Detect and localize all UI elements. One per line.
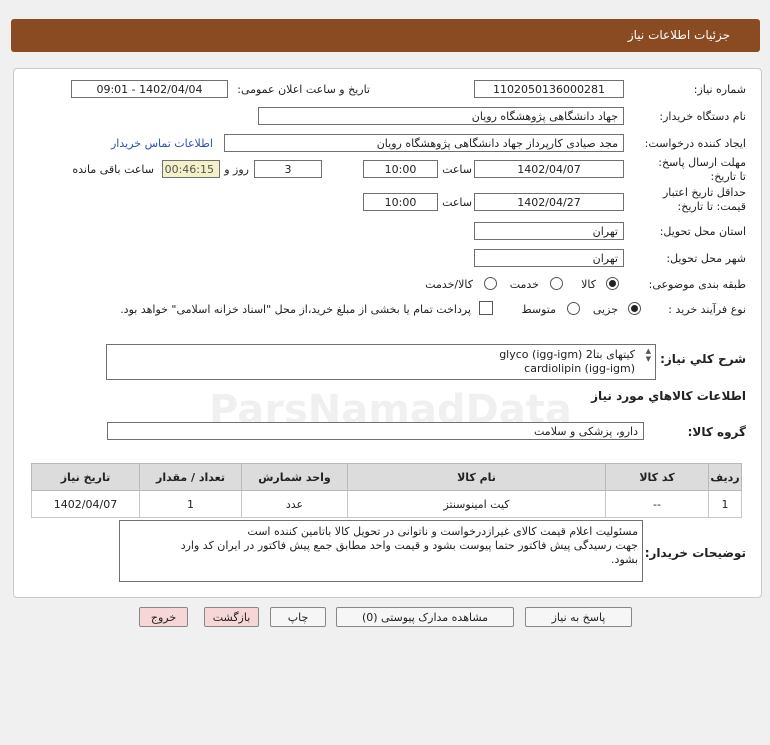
goods-group-label: گروه کالا: (687, 425, 746, 439)
table-row (32, 491, 742, 518)
remaining-label: ساعت باقی مانده (72, 163, 154, 176)
cell-date: 1402/04/07 (32, 491, 140, 518)
validity-time-field: 10:00 (363, 193, 438, 211)
buyer-org-label: نام دستگاه خریدار: (659, 110, 746, 123)
deadline-time-label: ساعت (442, 163, 472, 176)
print-button[interactable]: چاپ (270, 607, 326, 627)
watermark-brand: ParsNamadData (209, 387, 572, 433)
goods-section-title: اطلاعات کالاهاي مورد نياز (591, 389, 746, 403)
category-label: طبقه بندی موضوعی: (648, 278, 746, 291)
description-line-2: cardiolipin (igg-igm) (524, 362, 635, 375)
treasury-checkbox-text: پرداخت تمام یا بخشی از مبلغ خرید،از محل "اسناد خزانه اسلامی" خواهد بود. (120, 303, 471, 316)
cell-name: کیت امینوسنتز (348, 491, 606, 518)
back-button[interactable]: بازگشت (204, 607, 259, 627)
goods-table (31, 463, 742, 518)
process-option-medium: متوسط (521, 303, 556, 316)
days-field: 3 (254, 160, 322, 178)
need-number-label: شماره نیاز: (693, 83, 746, 96)
province-label: استان محل تحویل: (659, 225, 746, 238)
exit-button[interactable]: خروج (139, 607, 188, 627)
col-header-qty: تعداد / مقدار (140, 464, 242, 491)
scroll-arrows-icon[interactable]: ▲ ▼ (645, 347, 651, 363)
province-field: تهران (474, 222, 624, 240)
process-option-minor: جزیی (592, 303, 618, 316)
description-line-1: کیتهای بتا2 glyco (igg-igm) (499, 348, 635, 361)
remaining-time-field: 00:46:15 (162, 160, 220, 178)
description-label: شرح کلي نياز: (660, 352, 746, 366)
buyer-notes-line-1: مسئولیت اعلام قیمت کالای غیرازدرخواست و ناتوانی در تحویل کالا باتامین کننده است (247, 525, 638, 538)
category-radio-service[interactable] (550, 277, 563, 290)
announce-label: تاریخ و ساعت اعلان عمومی: (237, 83, 370, 96)
cell-row: 1 (709, 491, 742, 518)
deadline-date-field: 1402/04/07 (474, 160, 624, 178)
process-radio-medium[interactable] (567, 302, 580, 315)
buyer-notes-line-2: جهت رسیدگی پیش فاکتور حتما پیوست بشود و قیمت واحد مطابق جمع پیش فاکتور در ایران کد وارد (180, 539, 638, 552)
requester-field: مجد صیادی کارپرداز جهاد دانشگاهی پژوهشگاه رویان (224, 134, 624, 152)
deadline-time-field: 10:00 (363, 160, 438, 178)
validity-time-label: ساعت (442, 196, 472, 209)
attachments-button[interactable]: مشاهده مدارک پیوستی (0) (336, 607, 514, 627)
days-label: روز و (224, 163, 249, 176)
treasury-checkbox[interactable] (479, 301, 493, 315)
cell-qty: 1 (140, 491, 242, 518)
buyer-notes-box (119, 520, 643, 582)
buyer-org-field: جهاد دانشگاهی پژوهشگاه رویان (258, 107, 624, 125)
announce-field: 1402/04/04 - 09:01 (71, 80, 228, 98)
process-radio-minor[interactable] (628, 302, 641, 315)
city-label: شهر محل تحویل: (666, 252, 746, 265)
validity-date-field: 1402/04/27 (474, 193, 624, 211)
col-header-row: ردیف (709, 464, 742, 491)
deadline-label: مهلت ارسال پاسخ: تا تاریخ: (658, 156, 746, 183)
cell-code: -- (606, 491, 709, 518)
col-header-code: کد کالا (606, 464, 709, 491)
page-header (11, 19, 760, 52)
validity-label: حداقل تاریخ اعتبار قیمت: تا تاریخ: (662, 186, 746, 213)
category-option-goods: کالا (581, 278, 596, 291)
col-header-date: تاریخ نیاز (32, 464, 140, 491)
buyer-contact-link[interactable]: اطلاعات تماس خریدار (111, 137, 213, 150)
city-field: تهران (474, 249, 624, 267)
buyer-notes-line-3: بشود. (611, 553, 638, 566)
need-number-field: 1102050136000281 (474, 80, 624, 98)
page-title: جزئیات اطلاعات نیاز (627, 28, 730, 42)
category-option-service: خدمت (509, 278, 539, 291)
description-box (106, 344, 656, 380)
category-option-goods-service: کالا/خدمت (425, 278, 473, 291)
cell-unit: عدد (242, 491, 348, 518)
need-details-panel (13, 68, 762, 598)
buyer-notes-label: توضیحات خریدار: (644, 546, 746, 560)
col-header-name: نام کالا (348, 464, 606, 491)
process-label: نوع فرآیند خرید : (668, 303, 746, 316)
reply-button[interactable]: پاسخ به نیاز (525, 607, 632, 627)
goods-group-field: دارو، پزشکی و سلامت (107, 422, 644, 440)
category-radio-goods-service[interactable] (484, 277, 497, 290)
col-header-unit: واحد شمارش (242, 464, 348, 491)
category-radio-goods[interactable] (606, 277, 619, 290)
requester-label: ایجاد کننده درخواست: (644, 137, 746, 150)
